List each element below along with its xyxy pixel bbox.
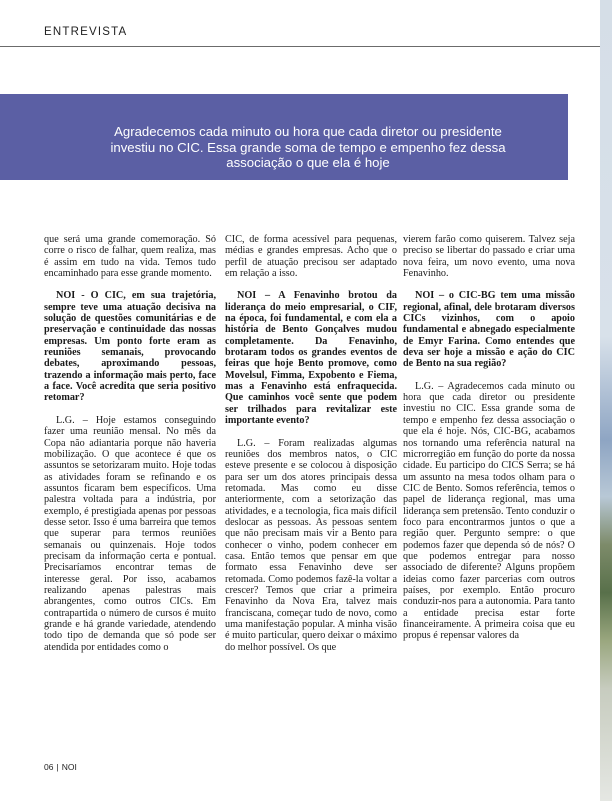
interview-answer: L.G. – Hoje estamos conseguindo fazer uma reunião mensal. No mês da Copa não adiantaria porque não haveria mobilização. O que acontece é que os assuntos se setorizaram muito. Hoje todas as atividades foram se refinando e os assuntos ficaram bem específicos. Uma palestra voltada para a indústria, por exemplo, é prestigiada apenas por pessoas desse setor. Isso é uma barreira que temos que superar para termos reuniões semanais ou quinzenais. Hoje todos precisam da informação certa e pontual. Precisaríamos encontrar temas de interesse geral. Por isso, acabamos realizando apenas palestras mais abrangentes, como outros CICs. Em contrapartida o número de cursos é muito grande e há grande variedade, atendendo todo tipo de demanda que só pode ser atendida por entidades como o [44, 414, 216, 653]
pull-quote: Agradecemos cada minuto ou hora que cada diretor ou presidente investiu no CIC. Essa grande soma de tempo e empenho fez dessa associação o que ela é hoje [110, 124, 506, 170]
interview-question: NOI – o CIC-BG tem uma missão regional, afinal, dele brotaram diversos CICs vizinhos, com o apoio fundamental e abnegado especialmente de Emyr Farina. Como entendes que deva ser hoje a missão e ação do CIC de Bento na sua região? [403, 290, 575, 370]
interview-question: NOI - O CIC, em sua trajetória, sempre teve uma atuação decisiva na solução de questões comunitárias e de preservação e continuidade das nossas empresas. Um ponto forte eram as reuniões semanais, provocando debates, aproximando pessoas, trazendo a informação mais perto, face a face. Você acredita que seria positivo retomar? [44, 290, 216, 404]
text-column-2 [225, 234, 397, 653]
section-label: ENTREVISTA [44, 26, 128, 38]
paragraph: vierem farão como quiserem. Talvez seja preciso se libertar do passado e criar uma nova feira, um novo evento, uma nova Fenavinho. [403, 234, 575, 280]
header-divider [0, 46, 612, 47]
interview-question: NOI – A Fenavinho brotou da liderança do meio empresarial, o CIF, na época, foi fundamental, e com ela a história de Bento Gonçalves mudou completamente. Da Fenavinho, brotaram todos os grandes eventos de feiras que hoje Bento promove, como Movelsul, Fimma, Expobento e Fiema, mas a Fenavinho está enfraquecida. Que caminhos você sente que podem ser trilhados para revitalizar este importante evento? [225, 290, 397, 427]
edge-photo-strip [600, 0, 612, 801]
interview-answer: L.G. – Agradecemos cada minuto ou hora que cada diretor ou presidente investiu no CIC. Essa grande soma de tempo e empenho fez dessa associação o que ela é hoje. Nós, CIC-BG, acabamos nos tornando uma referência natural na microrregião em função do porte da nossa cidade. Eu participo do CICS Serra; se há um assunto na mesa todos olham para o CIC de Bento. Somos referência, temos o papel de liderança regional, mas uma liderança sem pretensão. Tento conduzir o foco para encontrarmos juntos o que a região quer. Pergunto sempre: o que podemos fazer que dependa só de nós? O que podemos entregar para nosso associado de diferente? Alguns propõem ideias como fazer parcerias com outros países, por exemplo. Então procuro conduzir-nos para a autonomia. Para tanto a entidade precisa estar forte financeiramente. A primeira coisa que eu propus é repensar valores da [403, 380, 575, 642]
paragraph: que será uma grande comemoração. Só corre o risco de falhar, quem realiza, mas é assim em tudo na vida. Temos tudo encaminhado para esse grande momento. [44, 234, 216, 280]
paragraph: CIC, de forma acessível para pequenas, médias e grandes empresas. Acho que o perfil de atuação precisou ser adaptado em relação a isso. [225, 234, 397, 280]
footer-separator: | [56, 762, 59, 772]
page-footer [44, 762, 77, 772]
magazine-name: NOI [61, 762, 77, 772]
text-column-3 [403, 234, 575, 642]
interview-answer: L.G. – Foram realizadas algumas reuniões dos membros natos, o CIC esteve presente e se colocou à disposição para ser um dos atores principais dessa retomada. Mas como eu disse anteriormente, com a setorização das atividades, e a tecnologia, fica mais difícil deslocar as pessoas. As pessoas sentem que não precisam mais vir a Bento para conhecer o vinho, podem conhecer em casa. Então temos que pensar em que formato essa Fenavinho deve ser retomada. Como podemos fazê-la voltar a crescer? Temos que criar a primeira Fenavinho da Nova Era, talvez mais franciscana, começar tudo de novo, como uma manifestação popular. A minha visão é muito particular, quero deixar o máximo do melhor possível. Os que [225, 437, 397, 653]
page-number: 06 [44, 762, 54, 772]
text-column-1 [44, 234, 216, 653]
